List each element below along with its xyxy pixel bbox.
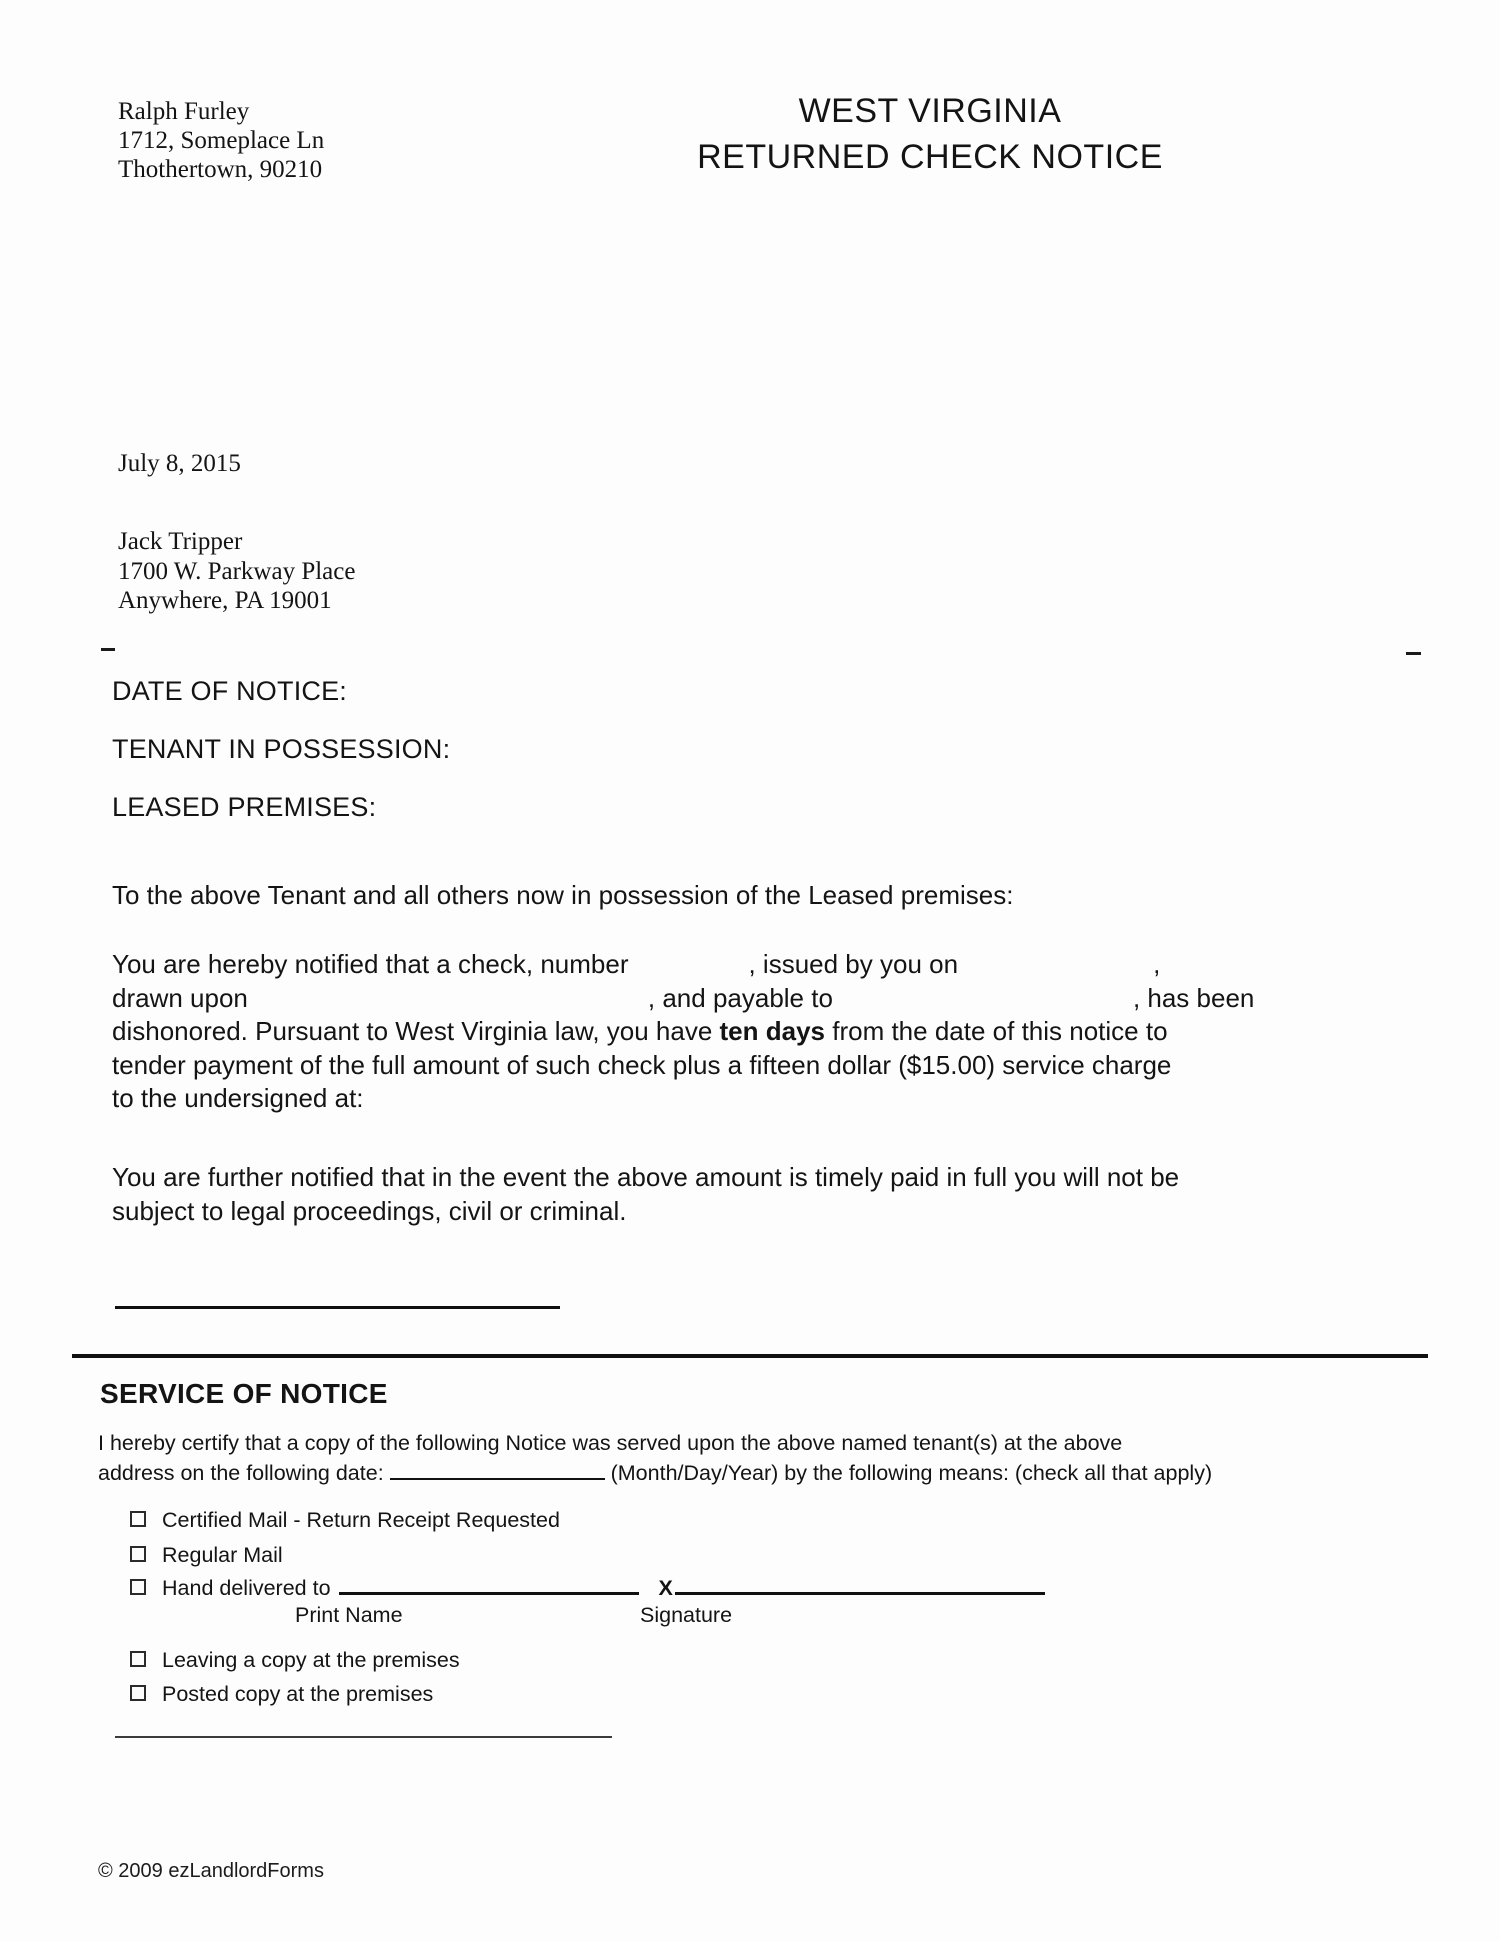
landlord-name: Ralph Furley [118,98,250,125]
dash-mark-right [1406,652,1421,655]
drawn-upon-bank-blank[interactable] [248,1005,648,1007]
hand-delivered-name-blank[interactable] [339,1592,639,1595]
signature-blank[interactable] [675,1592,1045,1595]
option-row-regular-mail [130,1543,283,1568]
section-divider [72,1354,1428,1358]
document-title-line2: RETURNED CHECK NOTICE [697,138,1163,176]
body-line-4: tender payment of the full amount of such check plus a fifteen dollar ($15.00) service charge [112,1049,1172,1080]
option-label-posted-copy: Posted copy at the premises [162,1682,434,1706]
option-row-leaving-copy [130,1648,460,1673]
body-line-2: drawn upon , and payable to , has been [112,982,1255,1013]
body-paragraph [112,948,1362,1116]
service-of-notice-heading: SERVICE OF NOTICE [100,1378,388,1409]
option-label-leaving-copy: Leaving a copy at the premises [162,1648,460,1672]
option-row-hand-delivered [130,1576,1045,1601]
tenant-in-possession-label: TENANT IN POSSESSION: [112,734,451,764]
option-label-regular-mail: Regular Mail [162,1543,283,1567]
option-row-certified-mail [130,1508,560,1533]
notice-date: July 8, 2015 [118,450,241,477]
landlord-address-block [118,97,324,184]
leased-premises-label: LEASED PREMISES: [112,792,377,822]
checkbox-leaving-copy[interactable] [130,1651,146,1667]
landlord-address-line1: 1712, Someplace Ln [118,127,325,154]
option-label-certified-mail: Certified Mail - Return Receipt Requested [162,1508,560,1532]
further-notice-line1: You are further notified that in the event the above amount is timely paid in full you will not be [112,1162,1180,1192]
body-line-3: dishonored. Pursuant to West Virginia law, you have ten days from the date of this notice to [112,1016,1168,1046]
date-of-notice-label: DATE OF NOTICE: [112,676,348,706]
signature-x-mark: X [658,1576,673,1600]
certify-paragraph [98,1428,1398,1488]
print-name-label: Print Name [295,1603,403,1627]
further-notice-paragraph [112,1160,1362,1228]
body-line-1: You are hereby notified that a check, number , issued by you on , [112,949,1161,979]
check-number-blank[interactable] [628,971,748,973]
bottom-blank-line[interactable] [115,1736,612,1738]
tenant-name: Jack Tripper [118,528,243,555]
option-label-hand-delivered: Hand delivered to [162,1576,331,1600]
signature-label: Signature [640,1603,733,1627]
checkbox-certified-mail[interactable] [130,1511,146,1527]
certify-line1: I hereby certify that a copy of the following Notice was served upon the above named tenant(s) at the above [98,1431,1123,1455]
checkbox-hand-delivered[interactable] [130,1579,146,1595]
payable-to-blank[interactable] [833,1005,1133,1007]
document-title [690,88,1170,180]
tenant-address-line1: 1700 W. Parkway Place [118,557,356,585]
check-issue-date-blank[interactable] [958,971,1153,973]
option-row-posted-copy [130,1682,433,1707]
tenant-address-line2: Anywhere, PA 19001 [118,587,332,614]
certify-line2: address on the following date: (Month/Day/Year) by the following means: (check all that apply) [98,1461,1213,1485]
further-notice-line2: subject to legal proceedings, civil or criminal. [112,1196,627,1226]
body-line-5: to the undersigned at: [112,1083,364,1113]
landlord-address-line2: Thothertown, 90210 [118,156,323,183]
checkbox-posted-copy[interactable] [130,1685,146,1701]
checkbox-regular-mail[interactable] [130,1546,146,1562]
copyright-footer: © 2009 ezLandlordForms [98,1860,324,1882]
dash-mark-left [101,648,115,651]
document-title-line1: WEST VIRGINIA [798,92,1062,130]
undersigned-address-blank-line[interactable] [115,1306,560,1309]
service-date-blank[interactable] [390,1478,605,1480]
ten-days-emphasis: ten days [719,1016,826,1046]
intro-paragraph: To the above Tenant and all others now in possession of the Leased premises: [112,880,1014,910]
tenant-address-block [118,527,355,616]
